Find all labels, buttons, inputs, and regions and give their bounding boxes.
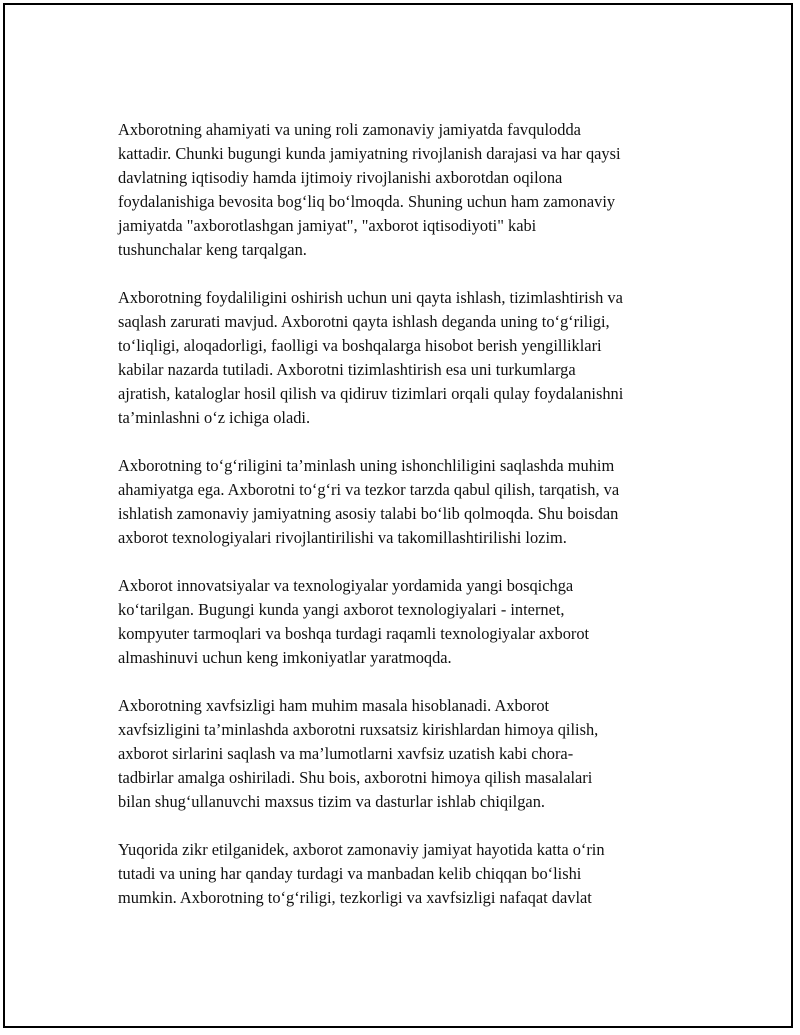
text-line: ishlatish zamonaviy jamiyatning asosiy talabi bo‘lib qolmoqda. Shu boisdan bbox=[118, 504, 619, 523]
text-line: Yuqorida zikr etilganidek, axborot zamonaviy jamiyat hayotida katta o‘rin bbox=[118, 840, 605, 859]
text-line: Axborot innovatsiyalar va texnologiyalar yordamida yangi bosqichga bbox=[118, 576, 574, 595]
text-line: tadbirlar amalga oshiriladi. Shu bois, axborotni himoya qilish masalalari bbox=[118, 768, 593, 787]
text-line: almashinuvi uchun keng imkoniyatlar yaratmoqda. bbox=[118, 648, 452, 667]
text-line: kattadir. Chunki bugungi kunda jamiyatning rivojlanish darajasi va har qaysi bbox=[118, 144, 621, 163]
text-line: xavfsizligini ta’minlashda axborotni ruxsatsiz kirishlardan himoya qilish, bbox=[118, 720, 599, 739]
paragraph-5 bbox=[118, 694, 690, 814]
text-line: axborot sirlarini saqlash va ma’lumotlarni xavfsiz uzatish kabi chora- bbox=[118, 744, 574, 763]
text-line: foydalanishiga bevosita bog‘liq bo‘lmoqda. Shuning uchun ham zamonaviy bbox=[118, 192, 616, 211]
document-body bbox=[118, 118, 690, 934]
text-line: Axborotning ahamiyati va uning roli zamonaviy jamiyatda favqulodda bbox=[118, 120, 581, 139]
text-line: tushunchalar keng tarqalgan. bbox=[118, 240, 307, 259]
paragraph-4 bbox=[118, 574, 690, 670]
text-line: davlatning iqtisodiy hamda ijtimoiy rivojlanishi axborotdan oqilona bbox=[118, 168, 563, 187]
paragraph-6 bbox=[118, 838, 690, 910]
paragraph-1 bbox=[118, 118, 690, 262]
paragraph-3 bbox=[118, 454, 690, 550]
text-line: bilan shug‘ullanuvchi maxsus tizim va dasturlar ishlab chiqilgan. bbox=[118, 792, 545, 811]
text-line: to‘liqligi, aloqadorligi, faolligi va boshqalarga hisobot berish yengilliklari bbox=[118, 336, 602, 355]
text-line: ta’minlashni o‘z ichiga oladi. bbox=[118, 408, 311, 427]
paragraph-2 bbox=[118, 286, 690, 430]
text-line: Axborotning to‘g‘riligini ta’minlash uning ishonchliligini saqlashda muhim bbox=[118, 456, 615, 475]
text-line: ahamiyatga ega. Axborotni to‘g‘ri va tezkor tarzda qabul qilish, tarqatish, va bbox=[118, 480, 620, 499]
text-line: tutadi va uning har qanday turdagi va manbadan kelib chiqqan bo‘lishi bbox=[118, 864, 582, 883]
text-line: ajratish, kataloglar hosil qilish va qidiruv tizimlari orqali qulay foydalanishni bbox=[118, 384, 624, 403]
text-line: ko‘tarilgan. Bugungi kunda yangi axborot texnologiyalari - internet, bbox=[118, 600, 565, 619]
text-line: kabilar nazarda tutiladi. Axborotni tizimlashtirish esa uni turkumlarga bbox=[118, 360, 576, 379]
text-line: kompyuter tarmoqlari va boshqa turdagi raqamli texnologiyalar axborot bbox=[118, 624, 590, 643]
text-line: axborot texnologiyalari rivojlantirilishi va takomillashtirilishi lozim. bbox=[118, 528, 567, 547]
text-line: mumkin. Axborotning to‘g‘riligi, tezkorligi va xavfsizligi nafaqat davlat bbox=[118, 888, 592, 907]
text-line: jamiyatda "axborotlashgan jamiyat", "axborot iqtisodiyoti" kabi bbox=[118, 216, 537, 235]
text-line: Axborotning foydaliligini oshirish uchun uni qayta ishlash, tizimlashtirish va bbox=[118, 288, 623, 307]
text-line: saqlash zarurati mavjud. Axborotni qayta ishlash deganda uning to‘g‘riligi, bbox=[118, 312, 610, 331]
text-line: Axborotning xavfsizligi ham muhim masala hisoblanadi. Axborot bbox=[118, 696, 550, 715]
